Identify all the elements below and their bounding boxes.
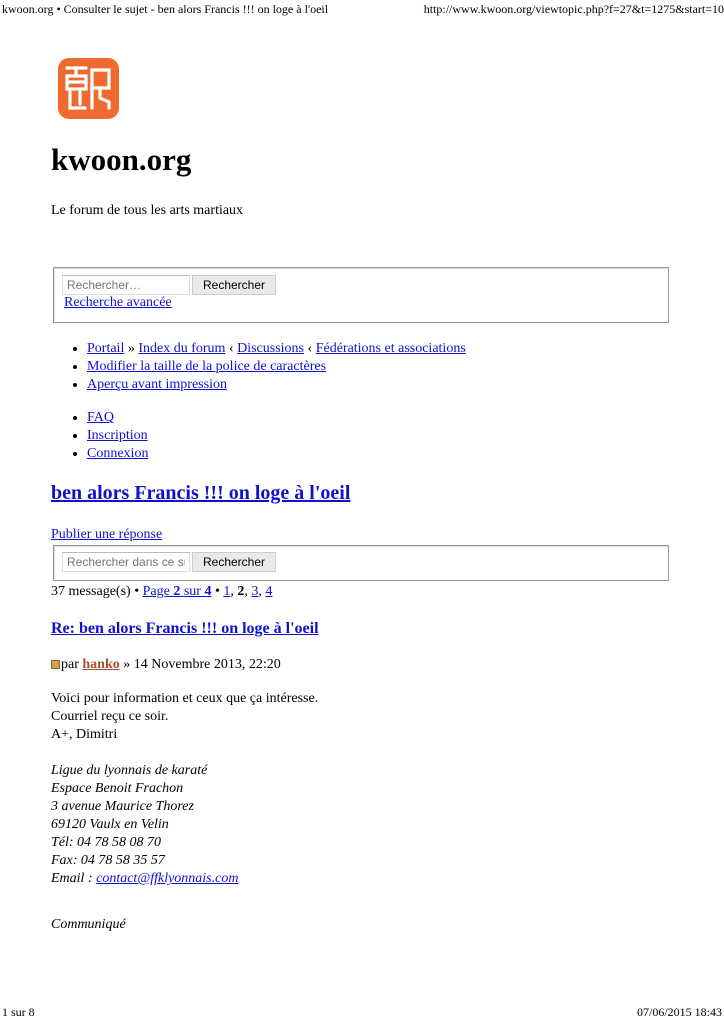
pagination-bullet: • <box>214 584 220 599</box>
address-line: Espace Benoit Frachon <box>51 781 184 796</box>
breadcrumb-separator: ‹ <box>228 341 234 356</box>
pagination: 37 message(s) • Page 2 sur 4 • 1, 2, 3, 4 <box>51 584 273 599</box>
list-item <box>87 427 148 445</box>
post-body <box>51 690 318 934</box>
register-link[interactable]: Inscription <box>87 428 148 443</box>
topic-search-input[interactable] <box>62 552 190 572</box>
post-meta <box>51 657 281 673</box>
communique-heading: Communiqué <box>51 917 126 932</box>
post-date: » 14 Novembre 2013, 22:20 <box>123 657 281 672</box>
breadcrumb-forum-index[interactable]: Index du forum <box>138 341 226 356</box>
message-count: 37 message(s) • <box>51 584 140 599</box>
topic-search-box <box>53 545 669 581</box>
page-link-4[interactable]: 4 <box>265 584 273 599</box>
print-header-title: kwoon.org • Consulter le sujet - ben alors Francis !!! on loge à l'oeil <box>2 2 329 16</box>
address-line: 69120 Vaulx en Velin <box>51 817 169 832</box>
address-line: Ligue du lyonnais de karaté <box>51 763 208 778</box>
search-input[interactable] <box>62 275 190 295</box>
header-search-box <box>53 267 669 323</box>
breadcrumb-separator: » <box>127 341 135 356</box>
list-item <box>87 376 466 394</box>
post-icon[interactable] <box>51 660 60 669</box>
page-link-3[interactable]: 3 <box>251 584 259 599</box>
breadcrumb-nav <box>51 340 466 394</box>
post-by: par <box>61 657 79 672</box>
search-button[interactable]: Rechercher <box>192 275 276 295</box>
advanced-search-link[interactable]: Recherche avancée <box>64 295 172 310</box>
site-logo-icon[interactable] <box>58 58 119 119</box>
list-item <box>87 445 148 463</box>
print-header <box>0 0 724 18</box>
page-word: Page <box>142 584 170 599</box>
site-description: Le forum de tous les arts martiaux <box>51 203 244 218</box>
email-link[interactable]: contact@ffklyonnais.com <box>96 871 239 886</box>
email-label: Email : <box>51 871 93 886</box>
post-title-link[interactable]: Re: ben alors Francis !!! on loge à l'oeil <box>51 620 319 637</box>
breadcrumb-federations[interactable]: Fédérations et associations <box>315 341 466 356</box>
topic-title-link[interactable]: ben alors Francis !!! on loge à l'oeil <box>51 482 351 504</box>
login-link[interactable]: Connexion <box>87 446 149 461</box>
breadcrumb-portal[interactable]: Portail <box>87 341 125 356</box>
page-of: sur <box>183 584 201 599</box>
address-line: Tél: 04 78 58 08 70 <box>51 835 162 850</box>
user-nav <box>51 409 148 463</box>
address-line: Fax: 04 78 58 35 57 <box>51 853 165 868</box>
post-line: Courriel reçu ce soir. <box>51 709 169 724</box>
page-current-2: 2 <box>237 584 245 599</box>
print-date: 07/06/2015 18:43 <box>636 1005 722 1019</box>
breadcrumb-discussions[interactable]: Discussions <box>237 341 305 356</box>
font-size-link[interactable]: Modifier la taille de la police de caractères <box>87 359 327 374</box>
post-reply-link[interactable]: Publier une réponse <box>51 527 163 542</box>
site-title: kwoon.org <box>51 142 192 177</box>
breadcrumb-separator: ‹ <box>307 341 313 356</box>
print-header-url: http://www.kwoon.org/viewtopic.php?f=27&t=1275&start=10 <box>423 2 724 16</box>
list-item <box>87 358 466 376</box>
post-author-link[interactable]: hanko <box>82 657 120 672</box>
breadcrumb <box>87 340 466 358</box>
print-view-link[interactable]: Aperçu avant impression <box>87 377 227 392</box>
current-page: 2 <box>173 584 181 599</box>
post-line: A+, Dimitri <box>51 727 118 742</box>
print-footer <box>0 1006 724 1024</box>
list-item <box>87 409 148 427</box>
post-line: Voici pour information et ceux que ça intéresse. <box>51 691 319 706</box>
page-counter: 1 sur 8 <box>2 1005 35 1019</box>
address-line: 3 avenue Maurice Thorez <box>51 799 194 814</box>
page-link-1[interactable]: 1 <box>223 584 231 599</box>
email-line <box>51 870 318 888</box>
post-title <box>51 620 319 638</box>
faq-link[interactable]: FAQ <box>87 410 114 425</box>
topic-title <box>51 482 350 505</box>
page-jump-link[interactable] <box>143 584 212 599</box>
topic-search-button[interactable]: Rechercher <box>192 552 276 572</box>
total-pages: 4 <box>204 584 212 599</box>
